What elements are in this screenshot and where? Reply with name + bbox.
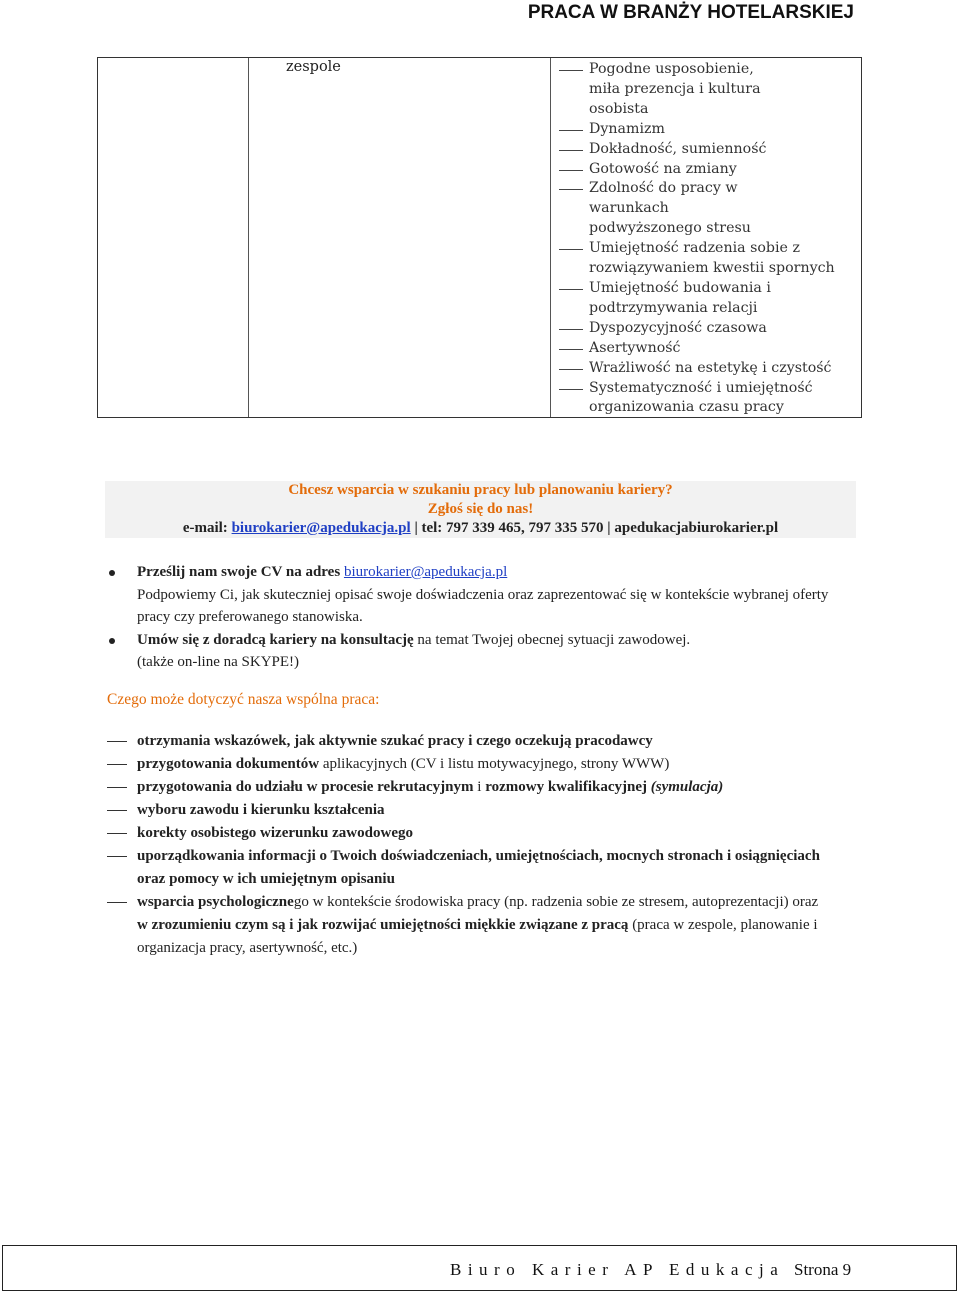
cv-call: Prześlij nam swoje CV na adres: [137, 564, 344, 580]
list-item: Gotowość na zmiany: [551, 160, 856, 180]
topic-text: uporządkowania informacji o Twoich doświadczeniach, umiejętnościach, mocnych stronach i osiągnięciach oraz pomocy w ich umiejętnym opisaniu: [137, 848, 820, 887]
callout-question: Chcesz wsparcia w szukaniu pracy lub planowaniu kariery?: [288, 482, 673, 498]
list-item: [107, 730, 847, 753]
topic-text: wsparcia psychologiczne: [137, 894, 294, 910]
consult-call: Umów się z doradcą kariery na konsultację: [137, 631, 414, 648]
page-number: Strona 9: [794, 1260, 852, 1279]
topic-text: aplikacyjnych (CV i listu motywacyjnego, strony WWW): [319, 756, 670, 772]
list-item: [107, 561, 847, 629]
email-link[interactable]: biurokarier@apedukacja.pl: [231, 520, 411, 536]
list-item: Asertywność: [551, 339, 856, 359]
list-item: [107, 891, 827, 960]
email-label: e-mail:: [182, 520, 232, 536]
requirements-list: [551, 60, 856, 418]
topic-text: (symulacja): [647, 779, 724, 795]
topic-text: przygotowania do udziału w procesie rekrutacyjnym: [137, 779, 474, 795]
callout-invite: Zgłoś się do nas!: [427, 501, 534, 517]
phone-info: | tel: 797 339 465, 797 335 570 | apedukacjabiurokarier.pl: [410, 520, 779, 536]
list-item: [107, 629, 847, 674]
topic-text: rozmowy kwalifikacyjnej: [485, 779, 647, 795]
list-item: Systematyczność i umiejętność organizowania czasu pracy: [551, 379, 819, 419]
topics-list: [107, 730, 847, 960]
list-item: [107, 753, 847, 776]
topic-text: (praca w zespole, planowanie i organizacja pracy, asertywność, etc.): [137, 917, 818, 956]
table-divider: [248, 58, 249, 417]
topic-text: otrzymania wskazówek, jak aktywnie szukać pracy i czego oczekują pracodawcy: [137, 733, 653, 749]
list-item: Umiejętność radzenia sobie z rozwiązywaniem kwestii spornych: [551, 239, 839, 279]
topic-text: przygotowania dokumentów: [137, 756, 320, 772]
bullet-icon: [109, 638, 115, 644]
bullet-icon: [109, 570, 115, 576]
topic-text: korekty osobistego wizerunku zawodowego: [137, 825, 413, 841]
list-item: Dokładność, sumienność: [551, 140, 856, 160]
contact-line: [105, 519, 856, 538]
footer-brand: Biuro Karier AP Edukacja: [450, 1260, 785, 1279]
table-cell-text: zespole: [286, 59, 341, 75]
email-link[interactable]: biurokarier@apedukacja.pl: [343, 564, 508, 580]
list-item: Umiejętność budowania i podtrzymywania relacji: [551, 279, 779, 319]
list-item: Dynamizm: [551, 120, 856, 140]
list-item: [107, 799, 847, 822]
page-header-title: PRACA W BRANŻY HOTELARSKIEJ: [527, 2, 854, 23]
page-footer: [2, 1245, 957, 1291]
list-item: Pogodne usposobienie, miła prezencja i kultura osobista: [551, 60, 779, 120]
topic-text: i: [473, 779, 486, 795]
cv-description: Podpowiemy Ci, jak skuteczniej opisać swoje doświadczenia oraz zaprezentować się w kontekście wybranej oferty pracy czy preferowanego stanowiska.: [137, 586, 829, 626]
contact-callout: [105, 481, 856, 538]
list-item: Zdolność do pracy w warunkach podwyższonego stresu: [551, 179, 779, 239]
list-item: [107, 776, 847, 799]
list-item: Dyspozycyjność czasowa: [551, 319, 856, 339]
consult-text: na temat Twojej obecnej sytuacji zawodowej.: [413, 631, 691, 648]
list-item: [107, 845, 837, 891]
list-item: [107, 822, 847, 845]
list-item: Wrażliwość na estetykę i czystość: [551, 359, 856, 379]
topic-text: w zrozumieniu czym są i jak rozwijać umiejętności miękkie związane z pracą: [137, 917, 629, 933]
topic-text: go w kontekście środowiska pracy (np. radzenia sobie ze stresem, autoprezentacji) oraz: [293, 894, 819, 910]
section-heading: Czego może dotyczyć nasza wspólna praca:: [107, 691, 380, 708]
offer-bullets: [107, 561, 847, 674]
requirements-table: [97, 57, 862, 418]
consult-note: (także on-line na SKYPE!): [137, 654, 300, 671]
topic-text: wyboru zawodu i kierunku kształcenia: [137, 802, 385, 818]
